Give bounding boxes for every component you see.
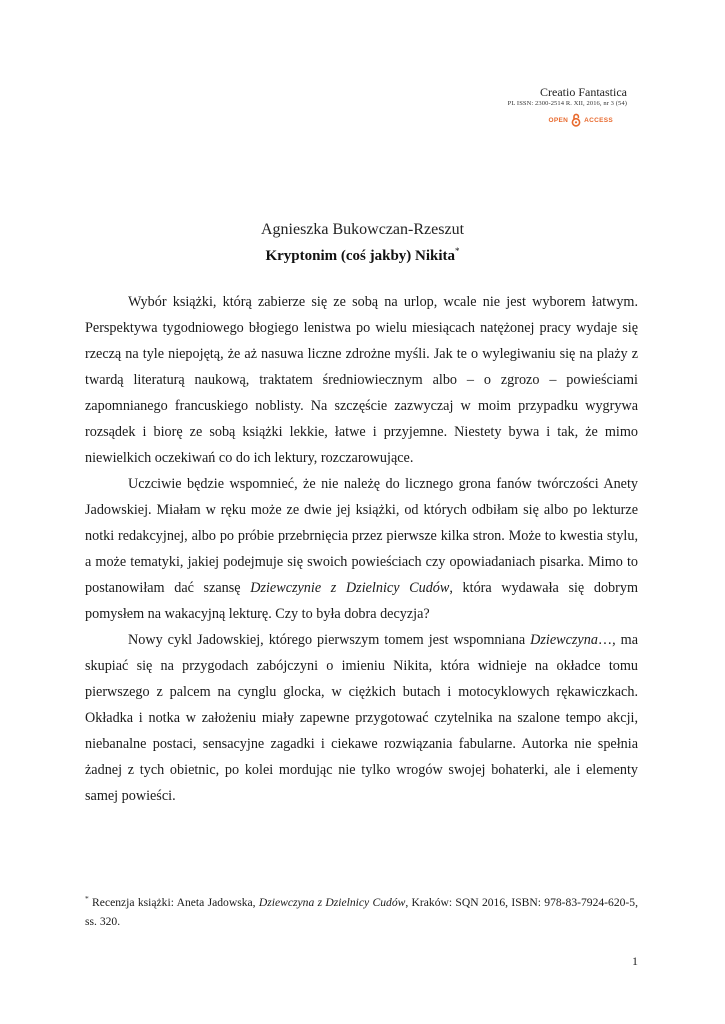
open-access-lock-icon xyxy=(571,113,581,131)
body-paragraph xyxy=(85,471,638,627)
text-run: , która wydawała się dobrym pomysłem na wakacyjną lekturę. Czy to była dobra decyzja? xyxy=(85,580,639,622)
open-access-badge xyxy=(508,113,613,131)
article-author: Agnieszka Bukowczan-Rzeszut xyxy=(260,221,465,238)
open-access-label-left: OPEN xyxy=(548,117,569,125)
italic-text: Dziewczyna xyxy=(530,632,598,648)
article-body xyxy=(85,289,638,809)
body-paragraph xyxy=(85,289,638,471)
article-title-line xyxy=(0,246,725,265)
italic-text: Dziewczynie z Dzielnicy Cudów xyxy=(250,580,450,596)
text-run: Wybór książki, którą zabierze się ze sobą na urlop, wcale nie jest wyborem łatwym. Perspektywa tygodniowego błogiego lenistwa po wielu miesiącach natężonej pracy wydaje się rzeczą na tyle niepojętą, że aż nasuwa liczne zdrożne myśli. Jak te o wylegiwaniu się na plaży z twardą literaturą naukową, traktatem średniowiecznym albo – o zgrozo – powieściami zapomnianego francuskiego noblisty. Na szczęście zazwyczaj w moim przypadku wygrywa rozsądek i biorę ze sobą książki lekkie, łatwe i przyjemne. Niestety bywa i tak, że mimo niewielkich oczekiwań co do ich lektury, rozczarowujące. xyxy=(85,294,638,466)
body-paragraph xyxy=(85,627,638,809)
page-number: 1 xyxy=(632,954,638,968)
text-run: Nowy cykl Jadowskiej, którego pierwszym tomem jest wspomniana xyxy=(128,632,531,648)
italic-text: Dziewczyna z Dzielnicy Cudów xyxy=(258,895,406,909)
journal-header xyxy=(508,86,627,131)
title-footnote-mark: * xyxy=(455,246,460,256)
footnote xyxy=(85,889,638,931)
article-title: Kryptonim (coś jakby) Nikita xyxy=(265,248,456,264)
footnote-text xyxy=(85,896,638,928)
journal-name: Creatio Fantastica xyxy=(540,85,627,99)
journal-issn: PL ISSN: 2300-2514 R. XII, 2016, nr 3 (54) xyxy=(507,100,627,107)
text-run: Recenzja książki: Aneta Jadowska, xyxy=(88,895,259,909)
text-run: Uczciwie będzie wspomnieć, że nie należę do licznego grona fanów twórczości Anety Jadowskiej. Miałam w ręku może ze dwie jej książki, od których odbiłam się albo po lekturze notki redakcyjnej, albo po próbie przebrnięcia przez pierwsze kilka stron. Może to kwestia stylu, a może tematyki, jakiej podejmuje się swoich powieściach czy opowiadaniach pisarka. Mimo to postanowiłam dać szansę xyxy=(85,476,638,596)
footnote-mark: * xyxy=(85,894,89,903)
open-access-label-right: ACCESS xyxy=(584,117,613,125)
text-run: , Kraków: SQN 2016, ISBN: 978-83-7924-620-5, ss. 320. xyxy=(85,895,638,928)
text-run: …, ma skupiać się na przygodach zabójczyni o imieniu Nikita, która widnieje na okładce tomu pierwszego z palcem na cynglu glocka, w ciężkich butach i motocyklowych rękawiczkach. Okładka i notka w założeniu miały zapewne przygotować czytelnika na szalone tempo akcji, niebanalne postaci, sensacyjne zagadki i ciekawe rozwiązania fabularne. Autorka nie spełnia żadnej z tych obietnic, po kolei mordując nie tylko wrogów swojej bohaterki, ale i elementy samej powieści. xyxy=(85,632,638,804)
